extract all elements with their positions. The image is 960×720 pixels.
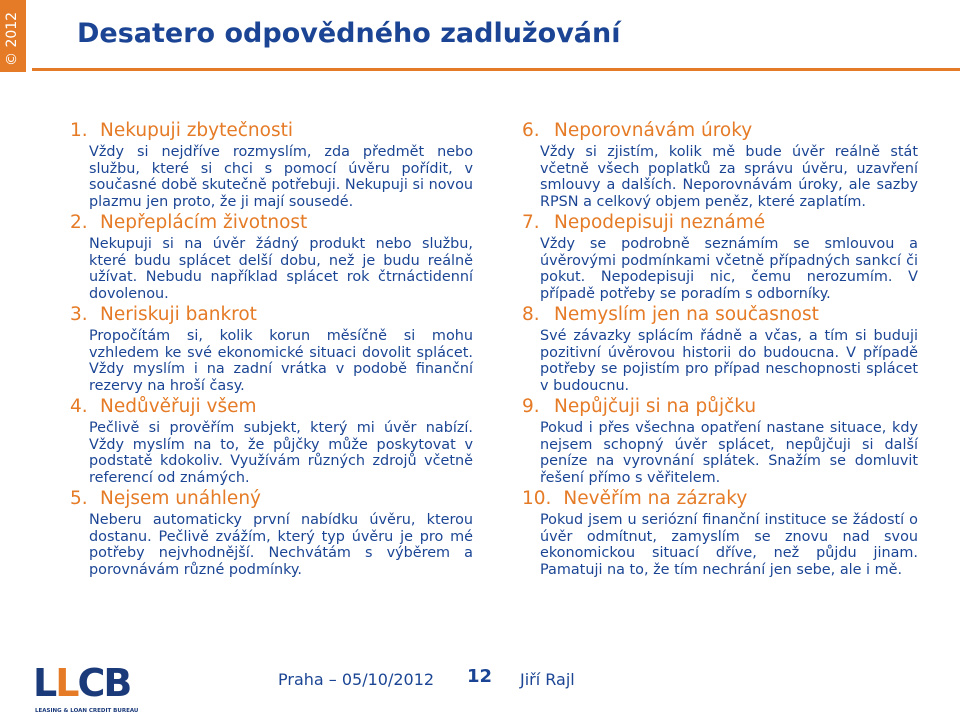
item-title: Nejsem unáhlený — [100, 488, 261, 509]
list-item — [70, 212, 473, 302]
item-title: Nekupuji zbytečnosti — [100, 120, 294, 141]
item-title: Nevěřím na zázraky — [563, 488, 748, 509]
list-item — [70, 120, 473, 210]
item-number: 7. — [522, 212, 540, 233]
item-heading — [522, 212, 918, 234]
item-heading — [70, 488, 473, 510]
list-item — [522, 488, 918, 578]
item-title: Neporovnávám úroky — [554, 120, 753, 141]
page-title: Desatero odpovědného zadlužování — [77, 18, 621, 49]
item-heading — [70, 120, 473, 142]
item-heading — [70, 212, 473, 234]
list-item — [522, 212, 918, 302]
footer-place-date: Praha – 05/10/2012 — [278, 670, 435, 689]
page-number: 12 — [467, 666, 493, 687]
item-number: 10. — [522, 488, 552, 509]
copyright-label: © 2012 — [4, 11, 20, 66]
item-heading — [522, 488, 918, 510]
list-item — [522, 304, 918, 394]
left-column — [70, 120, 473, 580]
item-title: Nedůvěřuji všem — [100, 396, 257, 417]
item-number: 9. — [522, 396, 540, 417]
item-title: Nepůjčuji si na půjčku — [554, 396, 757, 417]
item-number: 2. — [70, 212, 88, 233]
item-body: Neberu automaticky první nabídku úvěru, kterou dostanu. Pečlivě zvážím, který typ úvěru je pro mé potřeby nejvhodnější. Nechvátám s výběrem a porovnávám různé podmínky. — [89, 512, 473, 578]
item-number: 8. — [522, 304, 540, 325]
logo-tagline: LEASING & LOAN CREDIT BUREAU — [35, 708, 139, 714]
item-body: Pokud i přes všechna opatření nastane situace, kdy nejsem schopný úvěr splácet, nepůjčuji si další peníze na vyrovnání splátek. Snažím se domluvit řešení přímo s věřitelem. — [540, 420, 918, 486]
item-body: Vždy se podrobně seznámím se smlouvou a úvěrovými podmínkami včetně případných sankcí či pokut. Nepodepisuji nic, čemu nerozumím. V případě potřeby se poradím s odborníky. — [540, 236, 918, 302]
item-heading — [522, 304, 918, 326]
item-title: Neriskuji bankrot — [100, 304, 257, 325]
item-body: Pokud jsem u seriózní finanční instituce se žádostí o úvěr odmítnut, zamyslím se znovu nad svou ekonomickou situací dříve, než půjdu jinam. Pamatuji na to, že tím nechrání jen sebe, ale i mě. — [540, 512, 918, 578]
item-heading — [70, 304, 473, 326]
item-number: 1. — [70, 120, 88, 141]
item-title: Nemyslím jen na současnost — [554, 304, 819, 325]
item-number: 6. — [522, 120, 540, 141]
footer-author: Jiří Rajl — [520, 670, 575, 689]
item-body: Vždy si zjistím, kolik mě bude úvěr reálně stát včetně všech poplatků za správu úvěru, uzavření smlouvy a dalších. Neporovnávám úroky, ale sazby RPSN a celkový objem peněz, které zaplatím. — [540, 144, 918, 210]
title-divider — [32, 68, 960, 71]
item-number: 5. — [70, 488, 88, 509]
item-title: Nepodepisuji neznámé — [554, 212, 766, 233]
item-body: Pečlivě si prověřím subjekt, který mi úvěr nabízí. Vždy myslím na to, že půjčky může poskytovat v podstatě kdokoliv. Využívám různých zdrojů včetně referencí od známých. — [89, 420, 473, 486]
list-item — [522, 396, 918, 486]
item-heading — [70, 396, 473, 418]
right-column — [522, 120, 918, 580]
item-heading — [522, 120, 918, 142]
item-title: Nepřeplácím životnost — [100, 212, 308, 233]
list-item — [70, 304, 473, 394]
list-item — [70, 488, 473, 578]
item-number: 4. — [70, 396, 88, 417]
logo-wordmark: LLCB — [33, 661, 131, 705]
llcb-logo — [33, 661, 143, 720]
list-item — [522, 120, 918, 210]
item-body: Vždy si nejdříve rozmyslím, zda předmět nebo službu, které si chci s pomocí úvěru pořídit, v současné době skutečně potřebuji. Nekupuji si novou plazmu jen proto, že ji mají sousedé. — [89, 144, 473, 210]
item-number: 3. — [70, 304, 88, 325]
item-body: Nekupuji si na úvěr žádný produkt nebo službu, které budu splácet delší dobu, než je budu reálně užívat. Nebudu například splácet rok čtrnáctidenní dovolenou. — [89, 236, 473, 302]
item-body: Propočítám si, kolik korun měsíčně si mohu vzhledem ke své ekonomické situaci dovolit splácet. Vždy myslím i na zadní vrátka v podobě finanční rezervy na hroší časy. — [89, 328, 473, 394]
list-item — [70, 396, 473, 486]
item-heading — [522, 396, 918, 418]
item-body: Své závazky splácím řádně a včas, a tím si buduji pozitivní úvěrovou historii do budoucna. V případě potřeby se pojistím pro případ neschopnosti splácet v budoucnu. — [540, 328, 918, 394]
